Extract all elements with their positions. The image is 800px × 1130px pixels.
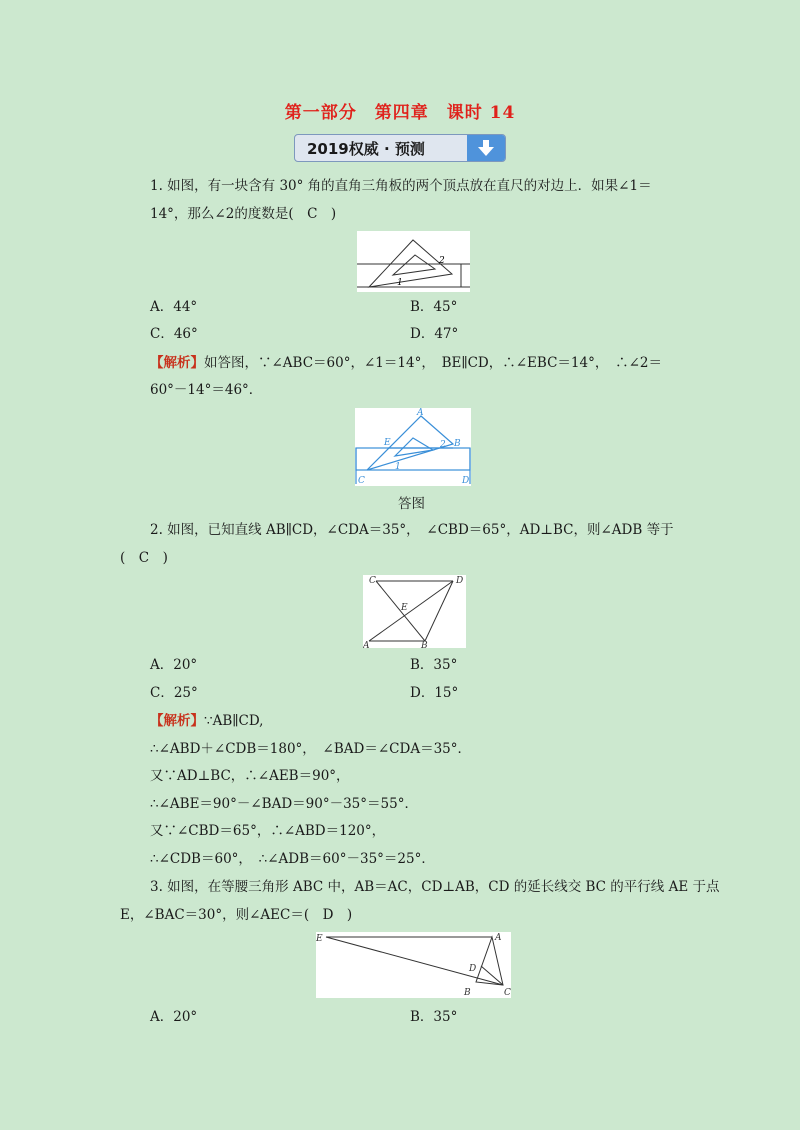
q2-analysis-step-4: 又∵∠CBD＝65°，∴∠ABD＝120°， — [150, 823, 386, 839]
q1-answer-figure — [355, 408, 471, 486]
q2-analysis-text: ∵AB∥CD, — [204, 713, 264, 729]
q3-fig-label-c: C — [504, 988, 511, 998]
q3-stem-line2: E，∠BAC＝30°，则∠AEC＝( D ) — [120, 907, 353, 923]
q1-option-d[interactable]: D．47° — [410, 326, 459, 342]
q2-option-c[interactable]: C．25° — [150, 685, 198, 701]
q3-fig-label-d: D — [469, 964, 477, 974]
q2-fig-label-d: D — [456, 576, 464, 586]
q2-analysis-step-2: 又∵AD⊥BC，∴∠AEB＝90°， — [150, 768, 350, 784]
q1-option-c[interactable]: C．46° — [150, 326, 198, 342]
q1-analysis-line2: 60°－14°＝46°． — [150, 382, 263, 398]
q1-analysis-line1 — [150, 353, 662, 373]
q1-option-b[interactable]: B．45° — [410, 299, 458, 315]
q2-fig-label-b: B — [421, 641, 428, 648]
q1-stem-line2: 14°，那么∠2的度数是( C ) — [150, 206, 337, 222]
badge-label: 2019权威 · 预测 — [307, 140, 425, 158]
q1-fig-label-2: 2 — [439, 256, 445, 266]
q2-analysis-tag: 【解析】 — [150, 713, 204, 729]
q2-analysis-step-3: ∴∠ABE＝90°－∠BAD＝90°－35°＝55°． — [150, 796, 418, 812]
q2-analysis-step-1: ∴∠ABD＋∠CDB＝180°， ∠BAD＝∠CDA＝35°． — [150, 741, 471, 757]
q1-figure — [357, 231, 470, 292]
q2-option-a[interactable]: A．20° — [150, 657, 198, 673]
answer-fig-label-2: 2 — [440, 440, 446, 450]
answer-fig-label-a: A — [417, 408, 424, 418]
answer-fig-label-1: 1 — [395, 462, 401, 472]
download-arrow-icon[interactable] — [467, 135, 505, 161]
answer-fig-label-b: B — [454, 439, 461, 449]
q1-analysis-text: 如答图，∵∠ABC＝60°，∠1＝14°， BE∥CD，∴∠EBC＝14°， ∴∠2＝ — [204, 355, 662, 371]
q1-option-a[interactable]: A．44° — [150, 299, 198, 315]
answer-fig-label-d: D — [462, 476, 470, 486]
prediction-badge[interactable] — [294, 134, 506, 162]
answer-fig-label-e: E — [384, 438, 391, 448]
q1-analysis-tag: 【解析】 — [150, 355, 204, 371]
q2-fig-label-a: A — [363, 641, 370, 648]
q3-fig-label-a: A — [495, 933, 502, 943]
q2-figure — [363, 575, 466, 648]
q1-stem-line1: 1. 如图，有一块含有 30° 角的直角三角板的两个顶点放在直尺的对边上．如果∠1＝ — [150, 178, 652, 194]
q1-fig-label-1: 1 — [397, 278, 403, 288]
q2-stem-line2: ( C ) — [120, 550, 168, 566]
q3-figure — [316, 932, 511, 998]
q2-analysis-line1 — [150, 711, 263, 731]
q2-option-d[interactable]: D．15° — [410, 685, 459, 701]
q3-stem-line1: 3. 如图，在等腰三角形 ABC 中，AB＝AC，CD⊥AB，CD 的延长线交 BC 的平行线 AE 于点 — [150, 879, 720, 895]
answer-fig-label-c: C — [358, 476, 365, 486]
q3-option-b[interactable]: B．35° — [410, 1009, 458, 1025]
q1-answer-caption: 答图 — [398, 496, 425, 512]
q2-analysis-step-5: ∴∠CDB＝60°， ∴∠ADB＝60°－35°＝25°． — [150, 851, 435, 867]
page-title: 第一部分 第四章 课时 14 — [284, 103, 516, 123]
q2-fig-label-c: C — [369, 576, 376, 586]
q2-fig-label-e: E — [401, 603, 408, 613]
q3-fig-label-e: E — [316, 934, 323, 944]
q3-option-a[interactable]: A．20° — [150, 1009, 198, 1025]
q2-stem-line1: 2. 如图，已知直线 AB∥CD，∠CDA＝35°， ∠CBD＝65°，AD⊥BC，则∠ADB 等于 — [150, 522, 674, 538]
q3-fig-label-b: B — [464, 988, 471, 998]
q2-option-b[interactable]: B．35° — [410, 657, 458, 673]
